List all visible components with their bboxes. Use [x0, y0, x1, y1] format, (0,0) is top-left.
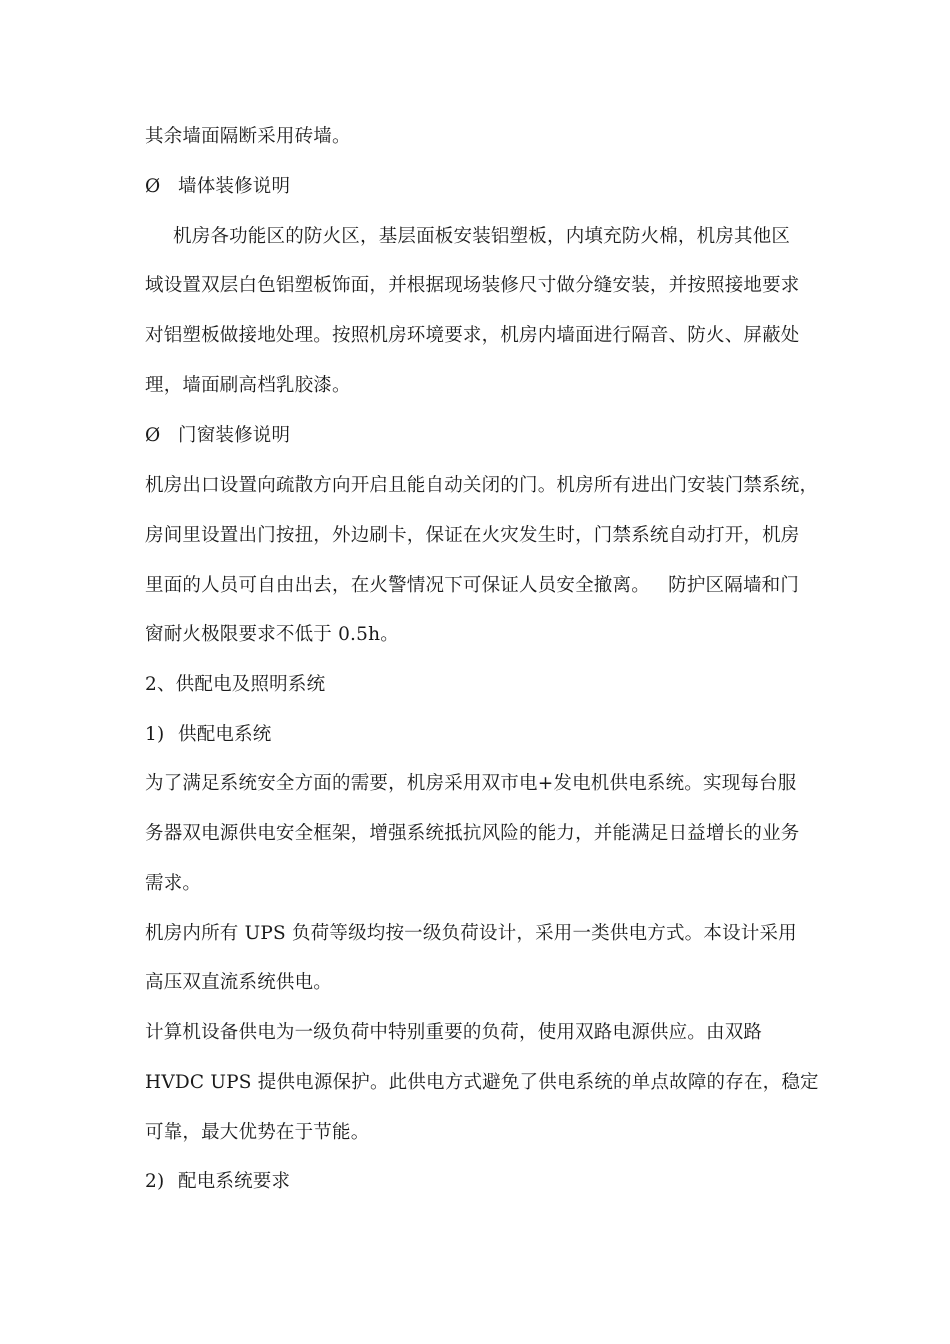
bullet-heading-door: Ø 门窗装修说明 [145, 423, 290, 449]
paragraph-line: 理，墙面刷高档乳胶漆。 [145, 375, 351, 396]
bullet-heading-wall: Ø 墙体装修说明 [145, 174, 290, 200]
paragraph-line: 对铝塑板做接地处理。按照机房环境要求，机房内墙面进行隔音、防火、屏蔽处 [145, 325, 800, 346]
paragraph-line: 里面的人员可自由出去，在火警情况下可保证人员安全撤离。 防护区隔墙和门 [145, 575, 800, 596]
paragraph-line: 可靠，最大优势在于节能。 [145, 1122, 370, 1143]
paragraph-line: 房间里设置出门按扭，外边刷卡，保证在火灾发生时，门禁系统自动打开，机房 [145, 525, 800, 546]
paragraph-line: 其余墙面隔断采用砖墙。 [145, 126, 351, 147]
paragraph-line: 高压双直流系统供电。 [145, 972, 333, 993]
paragraph-line: 域设置双层白色铝塑板饰面，并根据现场装修尺寸做分缝安装，并按照接地要求 [145, 275, 800, 296]
numbered-heading-1: 1) 供配电系统 [145, 722, 272, 748]
paragraph-line: 计算机设备供电为一级负荷中特别重要的负荷，使用双路电源供应。由双路 [145, 1022, 763, 1043]
bullet-marker: Ø [145, 425, 161, 446]
paragraph-line: 需求。 [145, 873, 202, 894]
item-number: 1) [145, 724, 165, 745]
section-heading: 2、供配电及照明系统 [145, 674, 326, 695]
paragraph-line: 机房出口设置向疏散方向开启且能自动关闭的门。机房所有进出门安装门禁系统， [145, 475, 819, 496]
bullet-marker: Ø [145, 176, 161, 197]
paragraph-line: 为了满足系统安全方面的需要，机房采用双市电+发电机供电系统。实现每台服 [145, 773, 797, 794]
item-number: 2) [145, 1171, 165, 1192]
numbered-heading-2: 2) 配电系统要求 [145, 1169, 290, 1195]
paragraph-line: HVDC UPS 提供电源保护。此供电方式避免了供电系统的单点故障的存在，稳定 [145, 1072, 819, 1093]
paragraph-line: 务器双电源供电安全框架，增强系统抵抗风险的能力，并能满足日益增长的业务 [145, 823, 800, 844]
paragraph-line: 机房内所有 UPS 负荷等级均按一级负荷设计，采用一类供电方式。本设计采用 [145, 923, 797, 944]
paragraph-line: 机房各功能区的防火区，基层面板安装铝塑板，内填充防火棉，机房其他区 [173, 226, 791, 247]
paragraph-line: 窗耐火极限要求不低于 0.5h。 [145, 624, 399, 645]
